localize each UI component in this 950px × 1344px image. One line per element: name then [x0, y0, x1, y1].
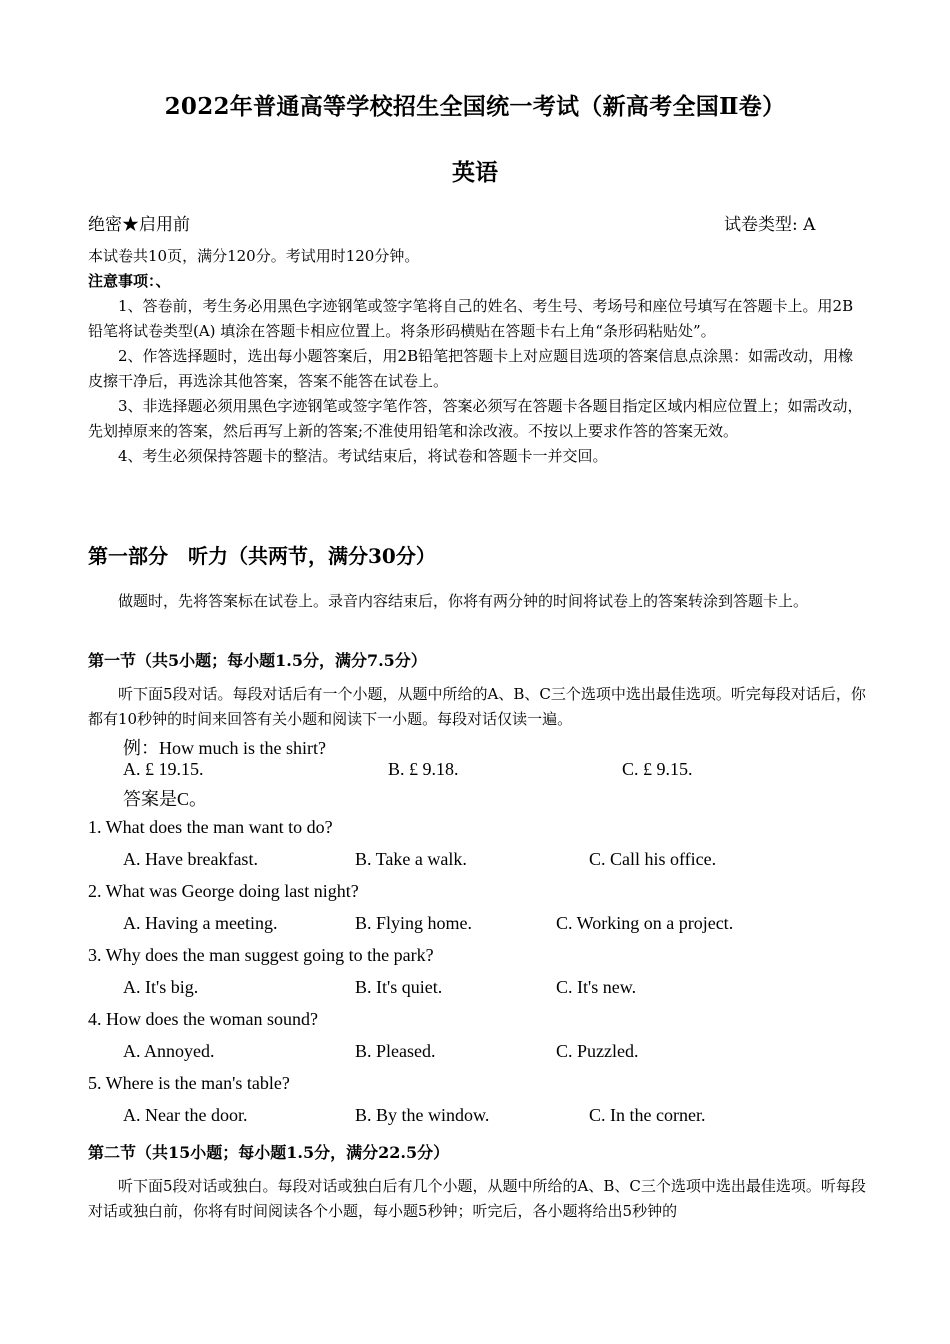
subject-title: 英语 [452, 159, 498, 186]
question-5: 5. Where is the man's table? [88, 1073, 290, 1093]
example-option-a: A. £ 19.15. [123, 759, 204, 779]
paper-type-label: 试卷类型: A [724, 215, 816, 235]
q1-option-c: C. Call his office. [589, 849, 717, 869]
q2-option-a: A. Having a meeting. [123, 913, 278, 933]
q3-option-b: B. It's quiet. [355, 977, 443, 997]
part1-heading: 第一部分 听力（共两节，满分30分） [88, 544, 436, 568]
q4-option-c: C. Puzzled. [556, 1041, 639, 1061]
question-3: 3. Why does the man suggest going to the park? [88, 945, 434, 965]
notice-item-4: 4、考生必须保持答题卡的整洁。考试结束后，将试卷和答题卡一并交回。 [118, 447, 608, 465]
q5-option-b: B. By the window. [355, 1105, 490, 1125]
question-1: 1. What does the man want to do? [88, 817, 333, 837]
notice-heading: 注意事项：、 [88, 272, 171, 290]
q2-option-b: B. Flying home. [355, 913, 473, 933]
q1-option-a: A. Have breakfast. [123, 849, 258, 869]
secret-label: 绝密★启用前 [88, 215, 190, 235]
section2-instruction: 听下面5段对话或独白。每段对话或独白后有几个小题，从题中所给的A、B、C三个选项中选出最佳选项。听每段对话或独白前，你将有时间阅读各个小题，每小题5秒钟；听完后，各小题将给出5秒钟的 [88, 1177, 866, 1220]
example-answer: 答案是C。 [123, 789, 208, 809]
notice-item-1: 1、答卷前，考生务必用黑色字迹钢笔或签字笔将自己的姓名、考生号、考场号和座位号填写在答题卡上。用2B铅笔将试卷类型(A) 填涂在答题卡相应位置上。将条形码横贴在答题卡右上角“条形码粘贴处”。 [88, 297, 854, 340]
intro-summary: 本试卷共10页，满分120分。考试用时120分钟。 [88, 247, 420, 265]
q3-option-c: C. It's new. [556, 977, 637, 997]
section1-heading: 第一节（共5小题；每小题1.5分，满分7.5分） [88, 651, 427, 670]
q5-option-c: C. In the corner. [589, 1105, 706, 1125]
section2-heading: 第二节（共15小题；每小题1.5分，满分22.5分） [88, 1143, 450, 1162]
question-4: 4. How does the woman sound? [88, 1009, 318, 1029]
q4-option-b: B. Pleased. [355, 1041, 436, 1061]
part1-instruction: 做题时，先将答案标在试卷上。录音内容结束后，你将有两分钟的时间将试卷上的答案转涂到答题卡上。 [118, 592, 809, 610]
notice-item-2: 2、作答选择题时，选出每小题答案后，用2B铅笔把答题卡上对应题目选项的答案信息点涂黑：如需改动，用橡皮擦干净后，再选涂其他答案，答案不能答在试卷上。 [88, 347, 854, 390]
example-option-b: B. £ 9.18. [388, 759, 459, 779]
exam-title: 2022年普通高等学校招生全国统一考试（新高考全国Ⅱ卷） [164, 93, 786, 120]
q4-option-a: A. Annoyed. [123, 1041, 215, 1061]
q3-option-a: A. It's big. [123, 977, 199, 997]
q1-option-b: B. Take a walk. [355, 849, 467, 869]
example-question: 例：How much is the shirt? [123, 738, 326, 758]
q5-option-a: A. Near the door. [123, 1105, 248, 1125]
example-option-c: C. £ 9.15. [622, 759, 693, 779]
question-2: 2. What was George doing last night? [88, 881, 359, 901]
section1-instruction: 听下面5段对话。每段对话后有一个小题，从题中所给的A、B、C三个选项中选出最佳选项。听完每段对话后，你都有10秒钟的时间来回答有关小题和阅读下一小题。每段对话仅读一遍。 [88, 685, 866, 728]
notice-item-3: 3、非选择题必须用黑色字迹钢笔或签字笔作答，答案必须写在答题卡各题目指定区域内相应位置上；如需改动，先划掉原来的答案，然后再写上新的答案;不准使用铅笔和涂改液。不按以上要求作答的答案无效。 [88, 397, 863, 440]
intro-block [88, 244, 868, 469]
q2-option-c: C. Working on a project. [556, 913, 734, 933]
